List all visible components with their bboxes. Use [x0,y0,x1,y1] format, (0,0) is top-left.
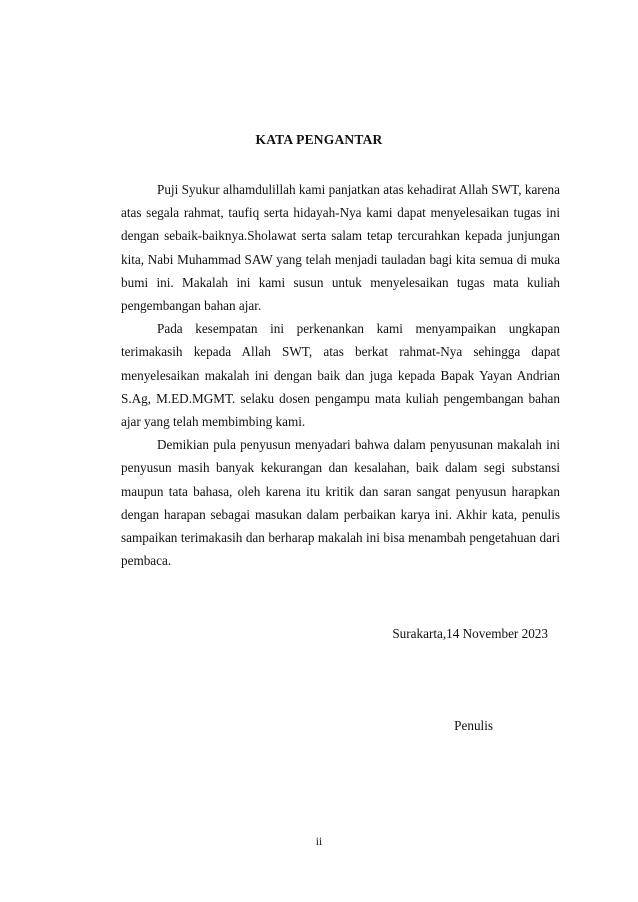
page-number: ii [315,836,323,848]
place-date: Surakarta,14 November 2023 [392,626,548,641]
body-text [121,178,560,572]
signer-label: Penulis [454,718,493,733]
paragraph-3: Demikian pula penyusun menyadari bahwa dalam penyusunan makalah ini penyusun masih banyak kekurangan dan kesalahan, baik dalam segi substansi maupun tata bahasa, oleh karena itu kritik dan saran sangat penyusun harapkan dengan harapan sebagai masukan dalam perbaikan karya ini. Akhir kata, penulis sampaikan terimakasih dan berharap makalah ini bisa menambah pengetahuan dari pembaca. [121,437,560,569]
paragraph-1: Puji Syukur alhamdulillah kami panjatkan atas kehadirat Allah SWT, karena atas segala rahmat, taufiq serta hidayah-Nya kami dapat menyelesaikan tugas ini dengan sebaik-baiknya.Sholawat serta salam tetap tercurahkan kepada junjungan kita, Nabi Muhammad SAW yang telah menjadi tauladan bagi kita semua di muka bumi ini. Makalah ini kami susun untuk menyelesaikan tugas mata kuliah pengembangan bahan ajar. [121,182,560,314]
paragraph-2: Pada kesempatan ini perkenankan kami menyampaikan ungkapan terimakasih kepada Allah SWT, atas berkat rahmat-Nya sehingga dapat menyelesaikan makalah ini dengan baik dan juga kepada Bapak Yayan Andrian S.Ag, M.ED.MGMT. selaku dosen pengampu mata kuliah pengembangan bahan ajar yang telah membimbing kami. [121,321,560,430]
page-title: KATA PENGANTAR [255,132,383,147]
